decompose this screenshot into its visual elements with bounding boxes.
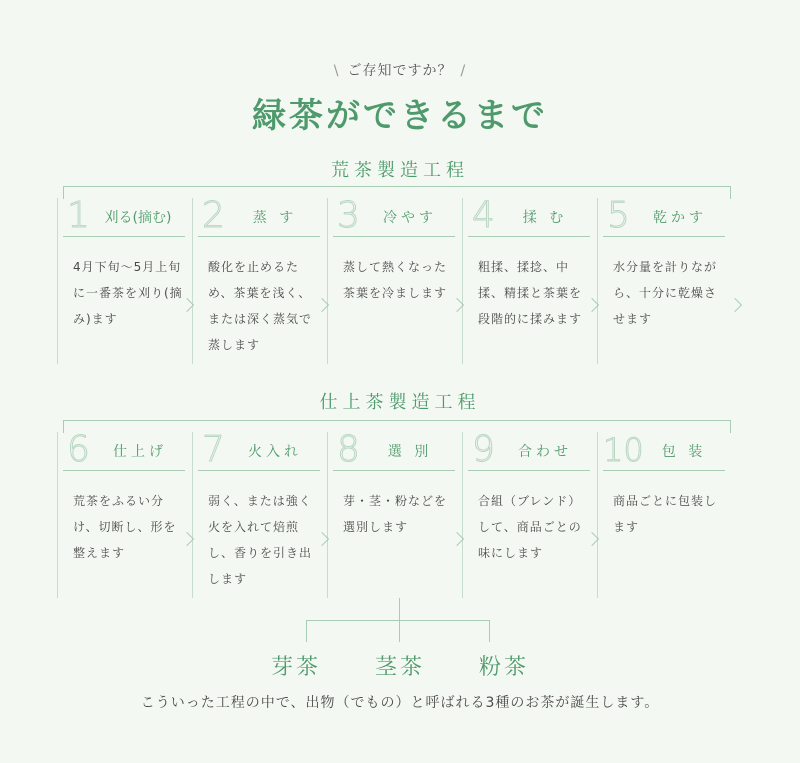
step-divider [57,432,58,598]
slash-right-decoration: / [460,63,467,79]
step-divider [597,432,598,598]
step-divider [462,432,463,598]
step-name: 火入れ [248,444,302,460]
section-title-finished-tea: 仕上茶製造工程 [319,392,481,413]
step-header [603,432,725,471]
step-header [468,429,590,471]
step-description: 弱く、または強く火を入れて焙煎し、香りを引き出します [208,494,313,586]
step-name: 包 装 [661,444,707,460]
summary-text: こういった工程の中で、出物（でもの）と呼ばれる3種のお茶が誕生します。 [140,695,660,711]
step-name: 選 別 [387,444,433,460]
step-header [333,195,455,237]
step-divider [192,198,193,364]
slash-left-decoration: \ [333,63,340,79]
tree-connector-right [489,620,490,642]
step-divider [597,198,598,364]
step-divider [57,198,58,364]
step-description: 芽・茎・粉などを選別します [343,494,448,534]
step-description: 商品ごとに包装します [613,494,718,534]
step-header [198,195,320,237]
step-number: 9 [472,429,495,470]
step-name: 合わせ [518,444,572,460]
step-header [468,195,590,237]
section-title-rough-tea: 荒茶製造工程 [331,160,469,181]
step-description: 水分量を計りながら、十分に乾燥させます [613,260,718,326]
step-header [63,195,185,237]
step-number: 1 [67,195,90,236]
intro-label: ご存知ですか？ [347,63,453,79]
process-row-2 [57,429,737,598]
step-number: 4 [472,195,495,236]
page-title: 緑茶ができるまで [252,96,548,136]
step-name: 乾かす [653,210,707,226]
tree-connector-left [306,620,307,642]
process-row-1 [57,195,737,364]
step-number: 6 [67,429,90,470]
step-number: 7 [202,429,225,470]
step-number: 2 [202,195,225,236]
step-name: 刈る(摘む) [104,210,172,226]
step-number: 5 [607,195,630,236]
tree-connector-bar [306,620,490,621]
step-description: 酸化を止めるため、茶葉を浅く、または深く蒸気で蒸します [208,260,313,352]
step-header [63,429,185,471]
step-description: 荒茶をふるい分け、切断し、形を整えます [73,494,177,560]
step-divider [327,432,328,598]
step-description: 粗揉、揉捻、中揉、精揉と茶葉を段階的に揉みます [478,260,583,326]
step-name: 仕上げ [113,444,167,460]
step-name: 冷やす [383,210,437,226]
step-divider [327,198,328,364]
step-name: 揉 む [522,210,568,226]
step-header [333,429,455,471]
step-divider [192,432,193,598]
step-divider [462,198,463,364]
step-description: 蒸して熱くなった茶葉を冷まします [343,260,448,300]
step-header [603,195,725,237]
step-number: 10 [603,431,644,469]
step-description: 4月下旬～5月上旬に一番茶を刈り(摘み)ます [73,260,183,326]
step-header [198,429,320,471]
tea-types [0,650,800,681]
tea-type-konacha: 粉茶 [479,655,530,680]
step-number: 3 [337,195,360,236]
step-name: 蒸 す [252,210,298,226]
intro-text [0,60,800,80]
tea-type-mecha: 芽茶 [270,655,321,680]
tea-type-kukicha: 茎茶 [374,655,425,680]
step-number: 8 [337,429,360,470]
step-description: 合組（ブレンド）して、商品ごとの味にします [478,494,582,560]
